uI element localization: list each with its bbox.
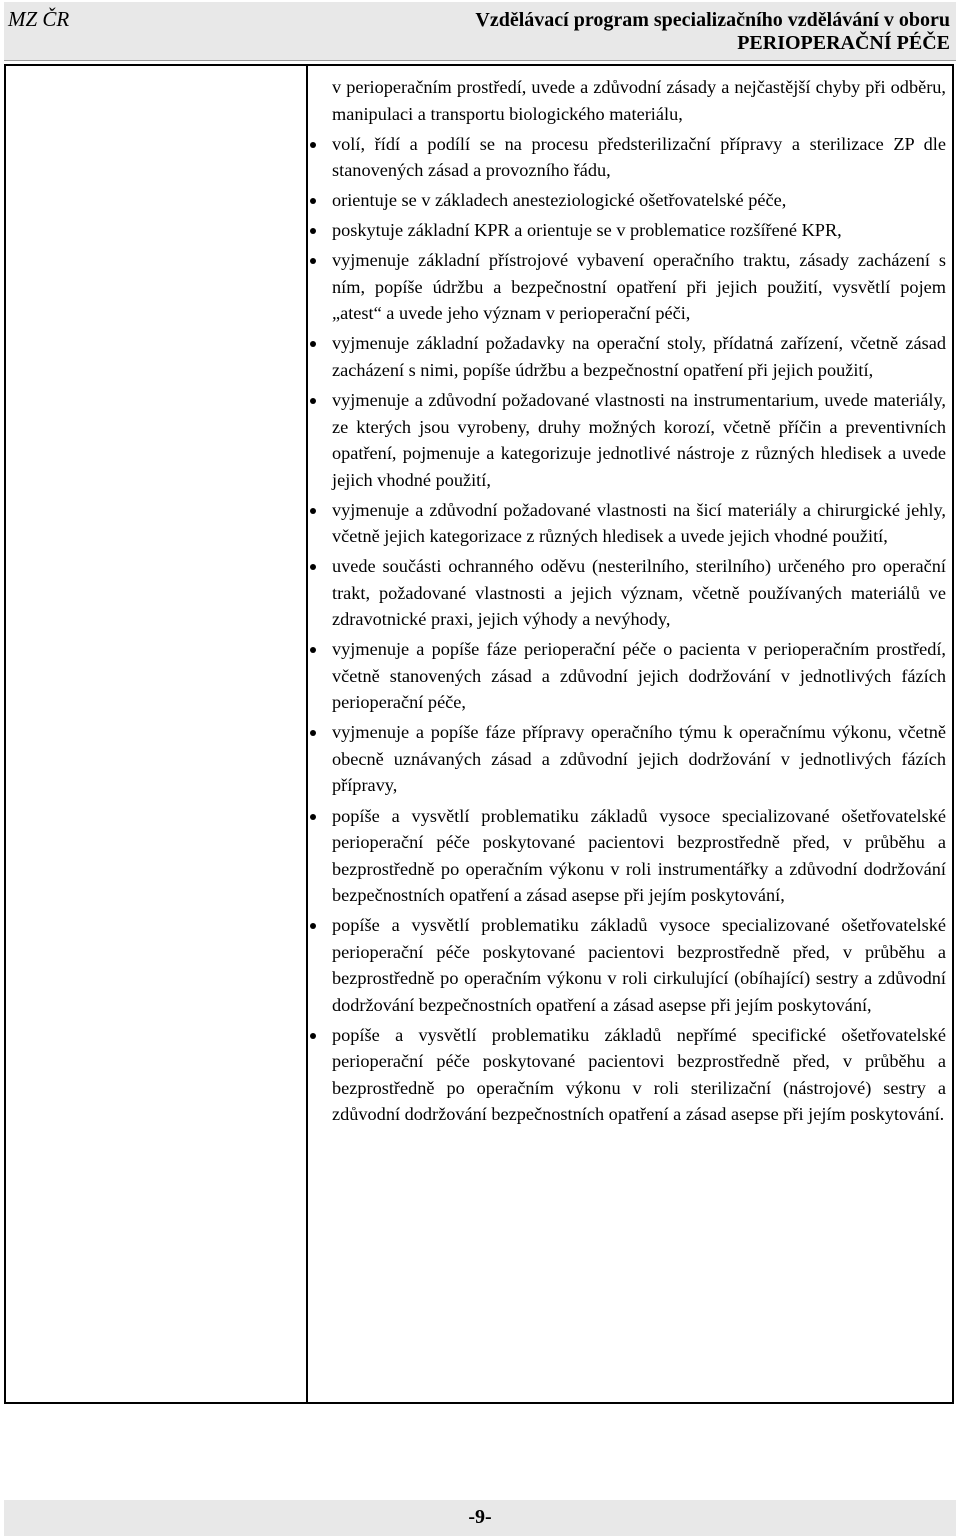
bullet-icon [310,142,316,148]
page-footer [4,1500,956,1536]
bullet-icon [310,228,316,234]
bullet-icon [310,730,316,736]
header-program-title [475,9,950,55]
bullet-icon [310,814,316,820]
header-title-line2: PERIOPERAČNÍ PÉČE [737,32,950,54]
list-item: vyjmenuje základní požadavky na operační stoly, přídatná zařízení, včetně zásad zacházení s nimi, popíše údržbu a bezpečnostní opatření při jejich použití, [332,330,946,383]
list-item: popíše a vysvětlí problematiku základů vysoce specializované ošetřovatelské perioperační péče poskytované pacientovi bezprostředně před, v průběhu a bezprostředně po operačním výkonu v roli cirkulující (obíhající) sestry a zdůvodní dodržování bezpečnostních opatření a zásad asepse při jejím poskytování, [332,912,946,1018]
list-item: volí, řídí a podílí se na procesu předsterilizační přípravy a sterilizace ZP dle stanovených zásad a provozního řádu, [332,131,946,184]
list-item: vyjmenuje a popíše fáze přípravy operačního týmu k operačnímu výkonu, včetně obecně uznávaných zásad a zdůvodní jejich dodržování v jednotlivých fázích přípravy, [332,719,946,799]
header-title-line1: Vzdělávací program specializačního vzdělávání v oboru [475,9,950,31]
bullet-icon [310,647,316,653]
content-table [4,64,954,1404]
page-header [4,2,956,61]
bullet-icon [310,198,316,204]
bullet-icon [310,564,316,570]
continued-paragraph: v perioperačním prostředí, uvede a zdůvodní zásady a nejčastější chyby při odběru, manipulaci a transportu biologického materiálu, [332,77,946,124]
content-cell [332,74,946,1128]
list-item: orientuje se v základech anesteziologické ošetřovatelské péče, [332,187,946,214]
bullet-icon [310,398,316,404]
page-number: -9- [468,1506,492,1528]
bullet-icon [310,341,316,347]
objectives-list [332,131,946,1128]
column-divider [306,66,308,1402]
header-ministry: MZ ČR [8,7,70,31]
list-item: vyjmenuje a zdůvodní požadované vlastnosti na instrumentarium, uvede materiály, ze kterých jsou vyrobeny, druhy možných korozí, včetně příčin a preventivních opatření, pojmenuje a kategorizuje jednotlivé nástroje z různých hledisek a uvede jejich vhodné použití, [332,387,946,493]
bullet-icon [310,1033,316,1039]
list-item: vyjmenuje a zdůvodní požadované vlastnosti na šicí materiály a chirurgické jehly, včetně jejich kategorizace z různých hledisek a uvede jejich vhodné použití, [332,497,946,550]
list-item: uvede součásti ochranného oděvu (nesterilního, sterilního) určeného pro operační trakt, požadované vlastnosti a jejich význam, včetně používaných materiálů ve zdravotnické praxi, jejich výhody a nevýhody, [332,553,946,633]
bullet-icon [310,508,316,514]
list-item: vyjmenuje a popíše fáze perioperační péče o pacienta v perioperačním prostředí, včetně stanovených zásad a zdůvodní jejich dodržování v jednotlivých fázích perioperační péče, [332,636,946,716]
list-item: popíše a vysvětlí problematiku základů vysoce specializované ošetřovatelské perioperační péče poskytované pacientovi bezprostředně před, v průběhu a bezprostředně po operačním výkonu v roli instrumentářky a zdůvodní dodržování bezpečnostních opatření a zásad asepse při jejím poskytování, [332,803,946,909]
bullet-icon [310,258,316,264]
list-item: poskytuje základní KPR a orientuje se v problematice rozšířené KPR, [332,217,946,244]
list-item: popíše a vysvětlí problematiku základů nepřímé specifické ošetřovatelské perioperační péče poskytované pacientovi bezprostředně před, v průběhu a bezprostředně po operačním výkonu v roli sterilizační (nástrojové) sestry a zdůvodní dodržování bezpečnostních opatření a zásad asepse při jejím poskytování. [332,1022,946,1128]
list-item: vyjmenuje základní přístrojové vybavení operačního traktu, zásady zacházení s ním, popíše údržbu a bezpečnostní opatření při jejich použití, vysvětlí pojem „atest“ a uvede jeho význam v perioperační péči, [332,247,946,327]
bullet-icon [310,923,316,929]
